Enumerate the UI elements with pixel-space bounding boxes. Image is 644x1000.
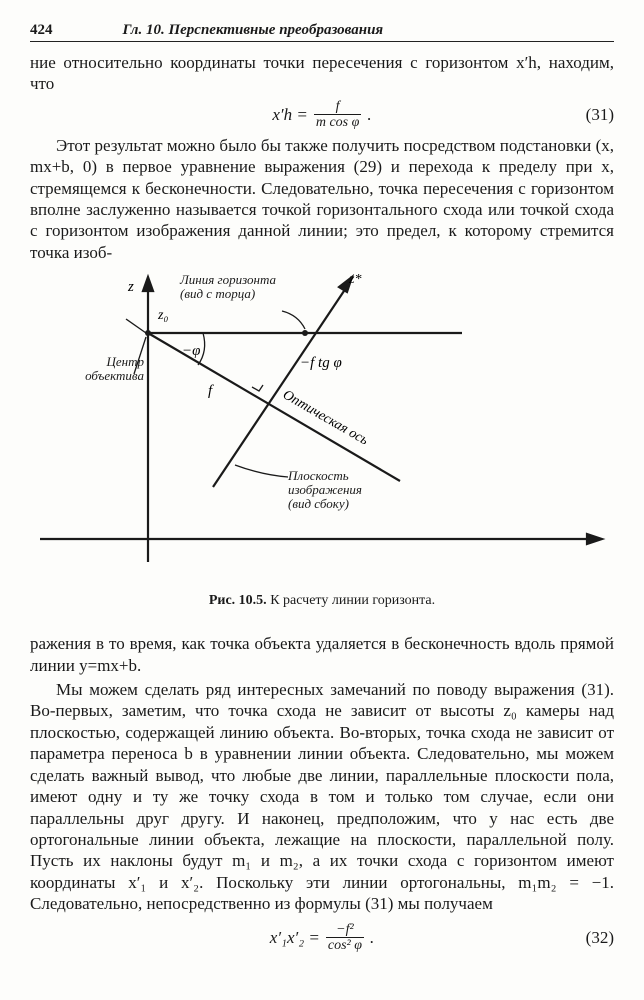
plane-leader	[235, 465, 288, 477]
paragraph-4: Мы можем сделать ряд интересных замечаний по поводу выражения (31). Во-первых, заметим, что точка схода не зависит от высоты z₀ камеры над плоскостью, содержащей линию объекта. Во-вторых, точка схода не зависит от параметра переноса b в уравнении линии объекта. Следовательно, мы можем сделать важный вывод, что любые две линии, параллельные плоскости пола, имеют одну и ту же точку схода в том и только том случае, если они параллельны друг другу. И наконец, предположим, что у нас есть две ортогональные линии объекта, лежащие на плоскости, параллельной полу. Пусть их наклоны будут m₁ и m₂, а их точки схода с горизонтом имеют координаты x′₁ и x′₂. Поскольку эти линии ортогональны, m₁m₂ = −1. Следовательно, непосредственно из формулы (31) мы получаем	[30, 680, 614, 914]
eq31-lhs: x′h =	[272, 104, 308, 124]
eq31-numerator: f	[335, 99, 340, 115]
eq31-fraction	[314, 99, 362, 130]
paragraph-3: ражения в то время, как точка объекта удаляется в бесконечность вдоль прямой линии y=mx+b.	[30, 634, 614, 675]
right-angle-mark	[252, 385, 263, 391]
eq32-numerator: −f²	[336, 922, 354, 938]
ftg-label: −f tg φ	[300, 355, 342, 372]
image-plane-label-2: изображения	[288, 482, 362, 498]
z-axis-arrow	[143, 277, 153, 291]
eq32-lhs: x′₁x′₂ =	[269, 927, 320, 947]
horizon-line-label-1: Линия горизонта	[180, 272, 277, 288]
image-plane-label-3: (вид сбоку)	[288, 496, 349, 512]
lens-center-label-2: объектива	[85, 368, 144, 384]
horizon-line-label-2: (вид с торца)	[180, 286, 256, 302]
z-label: z	[128, 279, 134, 296]
equation-31	[30, 95, 614, 135]
z0-leader	[126, 319, 146, 333]
z0-label: z₀	[158, 308, 169, 324]
image-plane-label-1: Плоскость	[288, 468, 349, 484]
image-plane	[213, 285, 348, 487]
equation-32	[30, 915, 614, 961]
figure-diagram	[30, 269, 614, 589]
eq32-label: (32)	[585, 927, 614, 947]
eq31-tail: .	[367, 104, 372, 124]
page	[30, 22, 614, 961]
ground-line-arrow	[587, 534, 602, 544]
figure-10-5	[30, 269, 614, 589]
paragraph-1: ние относительно координаты точки пересечения с горизонтом x′h, находим, что	[30, 53, 614, 94]
lens-center-label-1: Центр	[106, 354, 144, 370]
optical-axis-label: Оптическая ось	[280, 387, 371, 449]
angle-label: −φ	[182, 343, 201, 360]
figure-caption	[30, 593, 614, 609]
chapter-title: Гл. 10. Перспективные преобразования	[122, 22, 384, 38]
paragraph-2: Этот результат можно было бы также получить посредством подстановки (x, mx+b, 0) в первое уравнение выражения (29) и перехода к пределу при x, стремящемся к бесконечности. Следовательно, точка пересечения с горизонтом вполне заслуженно называется точкой горизонтального схода или точкой схода с горизонтом изображения данной линии; это предел, к которому стремится точка изоб-	[30, 135, 614, 262]
eq31-label: (31)	[585, 104, 614, 124]
horizon-line-label	[180, 273, 276, 301]
eq32-tail: .	[369, 927, 375, 947]
running-header	[30, 22, 614, 42]
image-plane-label	[288, 469, 362, 511]
z-star-label: z*	[349, 272, 362, 288]
caption-text: К расчету линии горизонта.	[270, 593, 436, 609]
lens-center-point	[145, 330, 151, 336]
lens-center-label	[52, 355, 144, 383]
vanishing-point	[302, 330, 308, 336]
caption-prefix: Рис. 10.5.	[208, 593, 267, 609]
eq32-fraction	[326, 922, 364, 953]
horizon-leader	[282, 311, 305, 329]
f-label: f	[208, 383, 213, 400]
page-number: 424	[30, 22, 53, 38]
eq32-denominator: cos² φ	[327, 938, 362, 954]
eq31-denominator: m cos φ	[315, 115, 360, 131]
